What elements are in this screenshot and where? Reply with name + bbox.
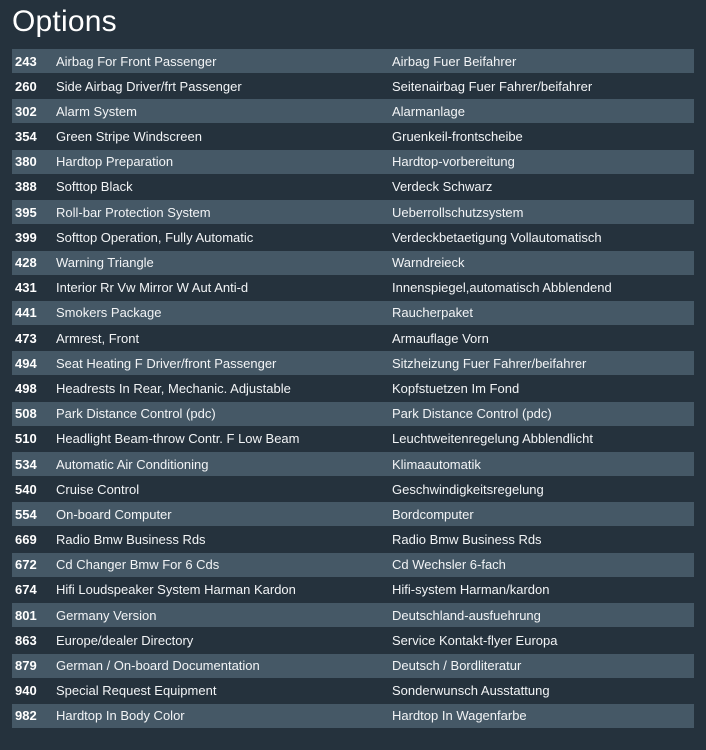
option-name-english: Germany Version <box>56 607 157 623</box>
option-row <box>12 150 694 174</box>
option-name-english: Side Airbag Driver/frt Passenger <box>56 78 242 94</box>
option-row <box>12 603 694 627</box>
page-title: Options <box>12 5 117 38</box>
option-row <box>12 301 694 325</box>
option-name-english: On-board Computer <box>56 506 172 522</box>
option-name-english: Headlight Beam-throw Contr. F Low Beam <box>56 431 300 447</box>
option-row <box>12 200 694 224</box>
option-name-english: Roll-bar Protection System <box>56 204 211 220</box>
option-name-german: Cd Wechsler 6-fach <box>392 557 506 573</box>
option-code: 554 <box>15 506 37 522</box>
option-code: 982 <box>15 708 37 724</box>
option-row <box>12 679 694 703</box>
option-code: 508 <box>15 406 37 422</box>
option-name-english: Smokers Package <box>56 305 162 321</box>
option-code: 534 <box>15 456 37 472</box>
option-name-german: Geschwindigkeitsregelung <box>392 481 544 497</box>
option-code: 302 <box>15 103 37 119</box>
option-row <box>12 628 694 652</box>
option-name-english: Hifi Loudspeaker System Harman Kardon <box>56 582 296 598</box>
option-row <box>12 528 694 552</box>
option-code: 380 <box>15 154 37 170</box>
option-code: 388 <box>15 179 37 195</box>
option-name-german: Service Kontakt-flyer Europa <box>392 632 558 648</box>
option-name-german: Verdeck Schwarz <box>392 179 493 195</box>
option-name-german: Radio Bmw Business Rds <box>392 532 542 548</box>
option-name-english: Radio Bmw Business Rds <box>56 532 206 548</box>
option-name-german: Alarmanlage <box>392 103 465 119</box>
option-row <box>12 578 694 602</box>
option-row <box>12 452 694 476</box>
option-name-english: Europe/dealer Directory <box>56 632 194 648</box>
option-row <box>12 99 694 123</box>
option-code: 674 <box>15 582 37 598</box>
option-name-german: Deutsch / Bordliteratur <box>392 658 522 673</box>
option-code: 879 <box>15 658 37 673</box>
option-code: 510 <box>15 431 37 447</box>
option-name-german: Kopfstuetzen Im Fond <box>392 380 520 396</box>
option-code: 498 <box>15 380 37 396</box>
option-code: 395 <box>15 204 37 220</box>
option-row <box>12 225 694 249</box>
option-name-english: Softtop Operation, Fully Automatic <box>56 229 254 245</box>
option-code: 473 <box>15 330 37 346</box>
option-row <box>12 175 694 199</box>
option-row <box>12 326 694 350</box>
option-name-english: Automatic Air Conditioning <box>56 456 209 472</box>
option-row <box>12 553 694 577</box>
option-name-english: Green Stripe Windscreen <box>56 129 202 145</box>
option-name-german: Klimaautomatik <box>392 456 481 472</box>
option-name-german: Hardtop-vorbereitung <box>392 154 515 170</box>
option-name-german: Leuchtweitenregelung Abblendlicht <box>392 431 593 447</box>
option-code: 801 <box>15 607 37 623</box>
option-code: 431 <box>15 280 37 296</box>
option-name-english: Headrests In Rear, Mechanic. Adjustable <box>56 380 291 396</box>
option-name-english: Alarm System <box>56 103 137 119</box>
option-code: 354 <box>15 129 37 145</box>
option-row <box>12 49 694 73</box>
options-table <box>12 49 694 729</box>
option-name-german: Raucherpaket <box>392 305 473 321</box>
option-name-german: Ueberrollschutzsystem <box>392 204 524 220</box>
option-row <box>12 704 694 728</box>
option-name-german: Airbag Fuer Beifahrer <box>392 53 517 69</box>
option-name-english: Hardtop Preparation <box>56 154 174 170</box>
option-name-german: Hifi-system Harman/kardon <box>392 582 550 598</box>
option-name-english: Special Request Equipment <box>56 683 217 699</box>
option-row <box>12 654 694 678</box>
option-name-english: Softtop Black <box>56 179 133 195</box>
option-code: 441 <box>15 305 37 321</box>
option-code: 399 <box>15 229 37 245</box>
option-name-english: Seat Heating F Driver/front Passenger <box>56 355 277 371</box>
option-code: 494 <box>15 355 37 371</box>
option-row <box>12 251 694 275</box>
option-name-german: Warndreieck <box>392 255 465 270</box>
option-code: 863 <box>15 632 37 648</box>
option-code: 669 <box>15 532 37 548</box>
option-code: 672 <box>15 557 37 573</box>
option-code: 243 <box>15 53 37 69</box>
option-name-english: Cd Changer Bmw For 6 Cds <box>56 557 220 573</box>
option-name-english: Airbag For Front Passenger <box>56 53 217 69</box>
option-name-english: Cruise Control <box>56 481 140 497</box>
option-name-german: Hardtop In Wagenfarbe <box>392 708 527 724</box>
option-row <box>12 427 694 451</box>
option-code: 540 <box>15 481 37 497</box>
option-name-german: Verdeckbetaetigung Vollautomatisch <box>392 229 602 245</box>
option-name-german: Bordcomputer <box>392 506 474 522</box>
option-name-german: Sitzheizung Fuer Fahrer/beifahrer <box>392 355 587 371</box>
option-name-english: Warning Triangle <box>56 255 154 270</box>
option-code: 940 <box>15 683 37 699</box>
option-row <box>12 502 694 526</box>
option-name-german: Park Distance Control (pdc) <box>392 406 552 422</box>
option-row <box>12 351 694 375</box>
option-name-english: Interior Rr Vw Mirror W Aut Anti-d <box>56 280 249 296</box>
option-row <box>12 376 694 400</box>
option-name-german: Sonderwunsch Ausstattung <box>392 683 550 699</box>
option-row <box>12 477 694 501</box>
option-code: 260 <box>15 78 37 94</box>
option-row <box>12 74 694 98</box>
option-row <box>12 125 694 149</box>
option-name-english: Park Distance Control (pdc) <box>56 406 216 422</box>
option-name-german: Innenspiegel,automatisch Abblendend <box>392 280 612 296</box>
option-name-english: German / On-board Documentation <box>56 658 260 673</box>
option-name-german: Armauflage Vorn <box>392 330 489 346</box>
option-row <box>12 402 694 426</box>
option-name-english: Hardtop In Body Color <box>56 708 185 724</box>
option-name-english: Armrest, Front <box>56 330 140 346</box>
option-name-german: Deutschland-ausfuehrung <box>392 607 541 623</box>
option-row <box>12 276 694 300</box>
option-code: 428 <box>15 255 37 270</box>
option-name-german: Seitenairbag Fuer Fahrer/beifahrer <box>392 78 593 94</box>
option-name-german: Gruenkeil-frontscheibe <box>392 129 523 145</box>
